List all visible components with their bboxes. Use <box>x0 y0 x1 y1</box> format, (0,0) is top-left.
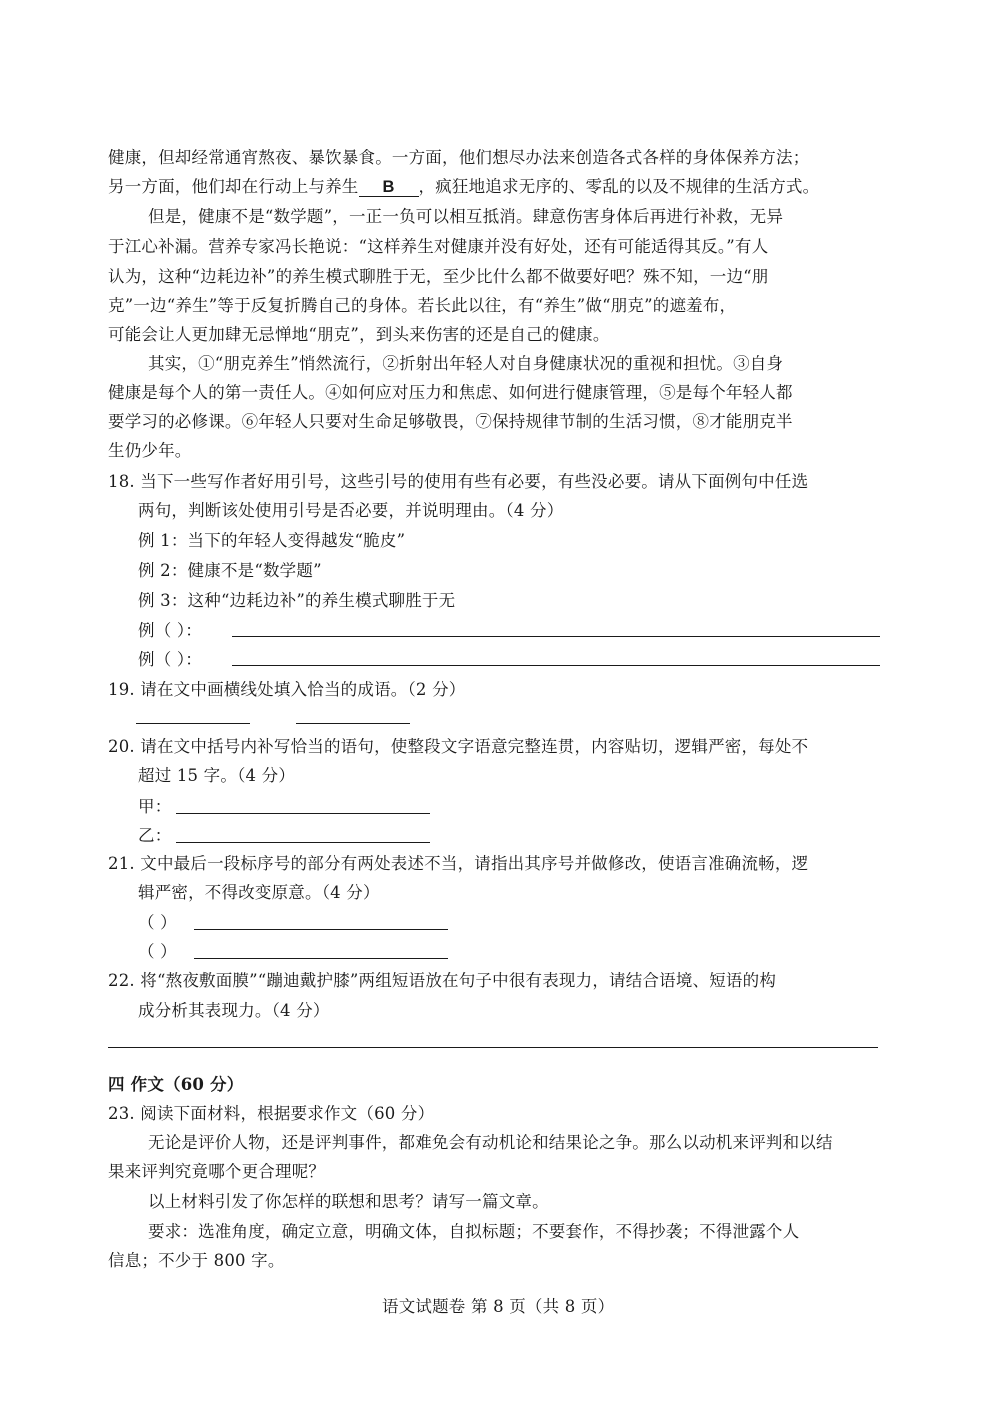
question-19: 19. 请在文中画横线处填入恰当的成语。（2 分） <box>108 680 466 699</box>
answer-line-2[interactable] <box>232 665 880 666</box>
passage-line: 生仍少年。 <box>108 441 192 460</box>
passage-text: ，疯狂地追求无序的、零乱的以及不规律的生活方式。 <box>418 177 820 196</box>
question-20-cont: 超过 15 字。（4 分） <box>138 766 296 785</box>
writing-prompt: 以上材料引发了你怎样的联想和思考？请写一篇文章。 <box>148 1192 549 1211</box>
example-3: 例 3：这种“边耗边补”的养生模式聊胜于无 <box>138 591 456 610</box>
answer-label-jia: 甲： <box>138 797 172 816</box>
passage-line: 克”一边“养生”等于反复折腾自己的身体。若长此以往，有“养生”做“朋克”的遮羞布， <box>108 296 737 315</box>
material-line: 无论是评价人物，还是评判事件，都难免会有动机论和结果论之争。那么以动机来评判和以结 <box>148 1133 833 1152</box>
passage-line: 认为，这种“边耗边补”的养生模式聊胜于无，至少比什么都不做要好吧？殊不知，一边“朋 <box>108 267 769 286</box>
passage-line: 于江心补漏。营养专家冯长艳说：“这样养生对健康并没有好处，还有可能适得其反。”有人 <box>108 237 769 256</box>
question-21: 21. 文中最后一段标序号的部分有两处表述不当，请指出其序号并做修改，使语言准确流畅，逻 <box>108 854 809 873</box>
answer-line-21-1[interactable] <box>194 929 448 930</box>
passage-line: 其实，①“朋克养生”悄然流行，②折射出年轻人对自身健康状况的重视和担忧。③自身 <box>148 354 784 373</box>
passage-text: 另一方面，他们却在行动上与养生 <box>108 177 359 196</box>
question-18: 18. 当下一些写作者好用引号，这些引号的使用有些有必要，有些没必要。请从下面例句中任选 <box>108 472 809 491</box>
passage-line <box>108 176 819 198</box>
answer-label-1: 例（ ）： <box>138 621 202 640</box>
example-2: 例 2：健康不是“数学题” <box>138 561 322 580</box>
passage-line: 要学习的必修课。⑥年轻人只要对生命足够敬畏，⑦保持规律节制的生活习惯，⑧才能朋克半 <box>108 412 793 431</box>
passage-line: 健康是每个人的第一责任人。④如何应对压力和焦虑、如何进行健康管理，⑤是每个年轻人都 <box>108 383 793 402</box>
passage-line: 健康，但却经常通宵熬夜、暴饮暴食。一方面，他们想尽办法来创造各式各样的身体保养方法； <box>108 148 810 167</box>
answer-label-yi: 乙： <box>138 826 172 845</box>
answer-label-2: 例（ ）： <box>138 650 202 669</box>
question-23: 23. 阅读下面材料，根据要求作文（60 分） <box>108 1104 435 1123</box>
idiom-answer-line-2[interactable] <box>296 723 410 724</box>
answer-divider-line[interactable] <box>108 1047 878 1048</box>
page-footer: 语文试题卷 第 8 页（共 8 页） <box>382 1297 615 1316</box>
passage-line: 可能会让人更加肆无忌惮地“朋克”，到头来伤害的还是自己的健康。 <box>108 325 610 344</box>
material-line: 果来评判究竟哪个更合理呢？ <box>108 1162 326 1181</box>
section-title: 四 作文（60 分） <box>108 1075 244 1094</box>
question-22-cont: 成分析其表现力。（4 分） <box>138 1001 330 1020</box>
question-20: 20. 请在文中括号内补写恰当的语句，使整段文字语意完整连贯，内容贴切，逻辑严密，每处不 <box>108 737 809 756</box>
passage-line: 但是，健康不是“数学题”，一正一负可以相互抵消。肆意伤害身体后再进行补救，无异 <box>148 207 784 226</box>
question-18-cont: 两句，判断该处使用引号是否必要，并说明理由。（4 分） <box>138 501 564 520</box>
answer-line-1[interactable] <box>232 636 880 637</box>
filled-blank-b: B <box>359 178 419 197</box>
requirements-line: 要求：选准角度，确定立意，明确文体，自拟标题；不要套作，不得抄袭；不得泄露个人 <box>148 1222 800 1241</box>
answer-line-yi[interactable] <box>176 842 430 843</box>
idiom-answer-line-1[interactable] <box>136 723 250 724</box>
example-1: 例 1：当下的年轻人变得越发“脆皮” <box>138 531 406 550</box>
answer-label-21-2: （ ） <box>138 942 177 961</box>
question-21-cont: 辑严密，不得改变原意。（4 分） <box>138 883 380 902</box>
requirements-line: 信息；不少于 800 字。 <box>108 1251 285 1270</box>
answer-line-21-2[interactable] <box>194 958 448 959</box>
answer-line-jia[interactable] <box>176 813 430 814</box>
answer-label-21-1: （ ） <box>138 913 177 932</box>
question-22: 22. 将“熬夜敷面膜”“蹦迪戴护膝”两组短语放在句子中很有表现力，请结合语境、短语的构 <box>108 971 777 990</box>
